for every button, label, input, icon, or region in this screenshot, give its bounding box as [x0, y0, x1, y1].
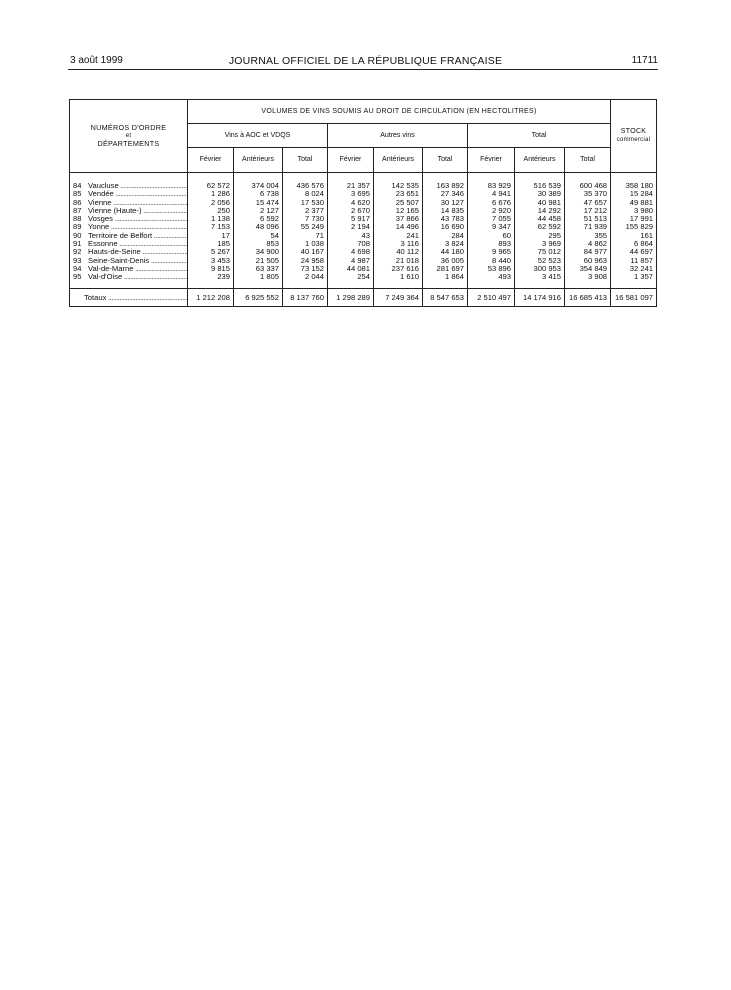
corner-line-1: NUMÉROS D'ORDRE	[90, 123, 167, 132]
table-row	[70, 223, 657, 231]
dept-name: Val-de-Marne .....	[88, 265, 188, 273]
table-cell: 2 056	[188, 199, 234, 207]
table-cell: 62 572	[188, 182, 234, 190]
table-cell: 34 900	[234, 248, 283, 256]
table-cell: 49 881	[611, 199, 657, 207]
dept-number: 86	[73, 198, 82, 207]
col-fevrier-aoc: Février	[188, 148, 234, 173]
table-cell: 40 167	[283, 248, 328, 256]
table-row	[70, 207, 657, 215]
table-cell: 52 523	[515, 257, 565, 265]
table-cell: 9 347	[468, 223, 515, 231]
table-row	[70, 215, 657, 223]
table-cell: 32 241	[611, 265, 657, 273]
dept-number: 85	[73, 190, 82, 199]
table-row	[70, 199, 657, 207]
table-cell: 436 576	[283, 182, 328, 190]
table-cell: 374 004	[234, 182, 283, 190]
table-cell: 48 096	[234, 223, 283, 231]
table-cell: 21 018	[374, 257, 423, 265]
table-cell: 1 610	[374, 273, 423, 281]
dept-number: 84	[73, 182, 82, 190]
table-cell: 237 616	[374, 265, 423, 273]
table-cell: 15 474	[234, 199, 283, 207]
dept-number: 90	[73, 231, 82, 240]
table-cell: 30 389	[515, 190, 565, 198]
col-anterieurs-aoc: Antérieurs	[234, 148, 283, 173]
table-cell: 354 849	[565, 265, 611, 273]
table-cell: 2 194	[328, 223, 374, 231]
table-row	[70, 248, 657, 256]
table-cell: 21 505	[234, 257, 283, 265]
table-cell: 21 357	[328, 182, 374, 190]
dept-name: Vosges .....	[88, 215, 188, 223]
table-cell: 853	[234, 240, 283, 248]
table-cell: 6 738	[234, 190, 283, 198]
dept-number: 93	[73, 256, 82, 265]
table-cell: 35 370	[565, 190, 611, 198]
total-cell: 1 298 289	[328, 288, 374, 306]
table-cell: 60 963	[565, 257, 611, 265]
table-cell: 708	[328, 240, 374, 248]
table-cell: 1 864	[423, 273, 468, 281]
col-total-autres: Total	[423, 148, 468, 173]
table-cell: 1 038	[283, 240, 328, 248]
table-cell: 8 440	[468, 257, 515, 265]
table-cell: 241	[374, 232, 423, 240]
table-cell: 6 676	[468, 199, 515, 207]
table-cell: 12 165	[374, 207, 423, 215]
table-cell: 142 535	[374, 182, 423, 190]
table-cell: 1 357	[611, 273, 657, 281]
dept-name: Yonne .....	[88, 223, 188, 231]
table-cell: 2 127	[234, 207, 283, 215]
table-row	[70, 182, 657, 190]
header-date: 3 août 1999	[70, 55, 123, 66]
col-fevrier-total: Février	[468, 148, 515, 173]
total-cell: 7 249 364	[374, 288, 423, 306]
table-cell: 161	[611, 232, 657, 240]
table-cell: 6 592	[234, 215, 283, 223]
stock-header	[611, 100, 657, 173]
stock-line-1: STOCK	[620, 128, 647, 135]
table-cell: 3 453	[188, 257, 234, 265]
table-cell: 163 892	[423, 182, 468, 190]
table-row	[70, 240, 657, 248]
page-number: 11711	[631, 55, 658, 66]
table-cell: 53 896	[468, 265, 515, 273]
table-cell: 254	[328, 273, 374, 281]
table-cell: 7 153	[188, 223, 234, 231]
table-cell: 4 941	[468, 190, 515, 198]
col-fevrier-autres: Février	[328, 148, 374, 173]
total-cell: 14 174 916	[515, 288, 565, 306]
table-row	[70, 232, 657, 240]
table-cell: 155 829	[611, 223, 657, 231]
dept-number: 91	[73, 240, 82, 249]
table-cell: 2 670	[328, 207, 374, 215]
header-rule	[68, 69, 658, 70]
table-cell: 43	[328, 232, 374, 240]
table-row	[70, 273, 657, 281]
table-cell: 250	[188, 207, 234, 215]
table-cell: 239	[188, 273, 234, 281]
table-cell: 3 969	[515, 240, 565, 248]
dept-number: 87	[73, 206, 82, 215]
col-total-total: Total	[565, 148, 611, 173]
totals-row	[70, 288, 657, 306]
wine-volumes-table	[69, 99, 657, 307]
table-cell: 37 866	[374, 215, 423, 223]
table-cell: 54	[234, 232, 283, 240]
table-cell: 11 857	[611, 257, 657, 265]
table-cell: 3 116	[374, 240, 423, 248]
table-cell: 5 917	[328, 215, 374, 223]
table-cell: 5 267	[188, 248, 234, 256]
table-cell: 4 698	[328, 248, 374, 256]
dept-name: Vienne .....	[88, 199, 188, 207]
group-autres-header: Autres vins	[328, 124, 468, 148]
table-cell: 185	[188, 240, 234, 248]
table-cell: 17	[188, 232, 234, 240]
table-cell: 2 044	[283, 273, 328, 281]
total-cell: 8 137 760	[283, 288, 328, 306]
table-cell: 3 980	[611, 207, 657, 215]
dept-name: Seine-Saint-Denis .....	[88, 257, 188, 265]
table-cell: 300 953	[515, 265, 565, 273]
total-cell: 8 547 653	[423, 288, 468, 306]
table-cell: 51 513	[565, 215, 611, 223]
table-cell: 3 908	[565, 273, 611, 281]
dept-name: Vienne (Haute-) .....	[88, 207, 188, 215]
table-cell: 3 415	[515, 273, 565, 281]
col-anterieurs-total: Antérieurs	[515, 148, 565, 173]
table-cell: 14 835	[423, 207, 468, 215]
table-cell: 893	[468, 240, 515, 248]
dept-name: Hauts-de-Seine .....	[88, 248, 188, 256]
table-cell: 43 783	[423, 215, 468, 223]
table-cell: 24 958	[283, 257, 328, 265]
col-total-aoc: Total	[283, 148, 328, 173]
table-cell: 27 346	[423, 190, 468, 198]
table-cell: 4 987	[328, 257, 374, 265]
table-cell: 23 651	[374, 190, 423, 198]
total-cell: 16 581 097	[611, 288, 657, 306]
dept-number: 92	[73, 248, 82, 257]
table-cell: 4 862	[565, 240, 611, 248]
table-cell: 355	[565, 232, 611, 240]
table-cell: 25 507	[374, 199, 423, 207]
table-cell: 44 180	[423, 248, 468, 256]
table-cell: 14 292	[515, 207, 565, 215]
table-cell: 44 458	[515, 215, 565, 223]
table-cell: 55 249	[283, 223, 328, 231]
table-cell: 8 024	[283, 190, 328, 198]
dept-name: Vendée .....	[88, 190, 188, 198]
dept-number: 95	[73, 273, 82, 282]
table-cell: 83 929	[468, 182, 515, 190]
table-cell: 1 286	[188, 190, 234, 198]
dept-number: 89	[73, 223, 82, 232]
table-cell: 2 920	[468, 207, 515, 215]
corner-line-2: et	[125, 133, 132, 139]
table-cell: 71 939	[565, 223, 611, 231]
table-cell: 15 284	[611, 190, 657, 198]
table-cell: 17 991	[611, 215, 657, 223]
table-cell: 493	[468, 273, 515, 281]
dept-name: Vaucluse .....	[88, 182, 188, 190]
table-cell: 9 965	[468, 248, 515, 256]
table-cell: 9 815	[188, 265, 234, 273]
table-cell: 1 138	[188, 215, 234, 223]
stock-line-2: commercial	[616, 137, 651, 143]
table-cell: 30 127	[423, 199, 468, 207]
dept-number: 88	[73, 215, 82, 224]
table-row	[70, 190, 657, 198]
table-cell: 284	[423, 232, 468, 240]
table-cell: 17 212	[565, 207, 611, 215]
table-cell: 40 981	[515, 199, 565, 207]
dept-name: Essonne .....	[88, 240, 188, 248]
dept-number: 94	[73, 264, 82, 273]
table-cell: 3 695	[328, 190, 374, 198]
table-cell: 4 620	[328, 199, 374, 207]
journal-title: JOURNAL OFFICIEL DE LA RÉPUBLIQUE FRANÇAISE	[228, 55, 503, 67]
table-cell: 40 112	[374, 248, 423, 256]
table-cell: 36 005	[423, 257, 468, 265]
table-cell: 75 012	[515, 248, 565, 256]
table-cell: 7 730	[283, 215, 328, 223]
table-cell: 600 468	[565, 182, 611, 190]
table-cell: 44 081	[328, 265, 374, 273]
top-header: VOLUMES DE VINS SOUMIS AU DROIT DE CIRCULATION (EN HECTOLITRES)	[188, 100, 611, 124]
totals-label: Totaux .....	[84, 293, 188, 302]
group-total-header: Total	[468, 124, 611, 148]
corner-line-3: DÉPARTEMENTS	[97, 139, 160, 148]
dept-name: Territoire de Belfort .....	[88, 232, 188, 240]
table-cell: 44 697	[611, 248, 657, 256]
table-cell: 60	[468, 232, 515, 240]
col-anterieurs-autres: Antérieurs	[374, 148, 423, 173]
table-cell: 84 977	[565, 248, 611, 256]
table-cell: 6 864	[611, 240, 657, 248]
dept-name: Val-d'Oise .....	[88, 273, 188, 281]
total-cell: 2 510 497	[468, 288, 515, 306]
table-row	[70, 265, 657, 273]
table-cell: 281 697	[423, 265, 468, 273]
table-cell: 63 337	[234, 265, 283, 273]
table-cell: 3 824	[423, 240, 468, 248]
table-row	[70, 257, 657, 265]
total-cell: 1 212 208	[188, 288, 234, 306]
total-cell: 16 685 413	[565, 288, 611, 306]
table-cell: 2 377	[283, 207, 328, 215]
group-aoc-header: Vins à AOC et VDQS	[188, 124, 328, 148]
table-cell: 47 657	[565, 199, 611, 207]
total-cell: 6 925 552	[234, 288, 283, 306]
table-cell: 17 530	[283, 199, 328, 207]
table-cell: 516 539	[515, 182, 565, 190]
table-cell: 358 180	[611, 182, 657, 190]
table-cell: 73 152	[283, 265, 328, 273]
table-cell: 14 496	[374, 223, 423, 231]
table-cell: 16 690	[423, 223, 468, 231]
table-cell: 62 592	[515, 223, 565, 231]
table-cell: 71	[283, 232, 328, 240]
corner-header	[70, 100, 188, 173]
table-cell: 295	[515, 232, 565, 240]
table-cell: 7 055	[468, 215, 515, 223]
table-cell: 1 805	[234, 273, 283, 281]
